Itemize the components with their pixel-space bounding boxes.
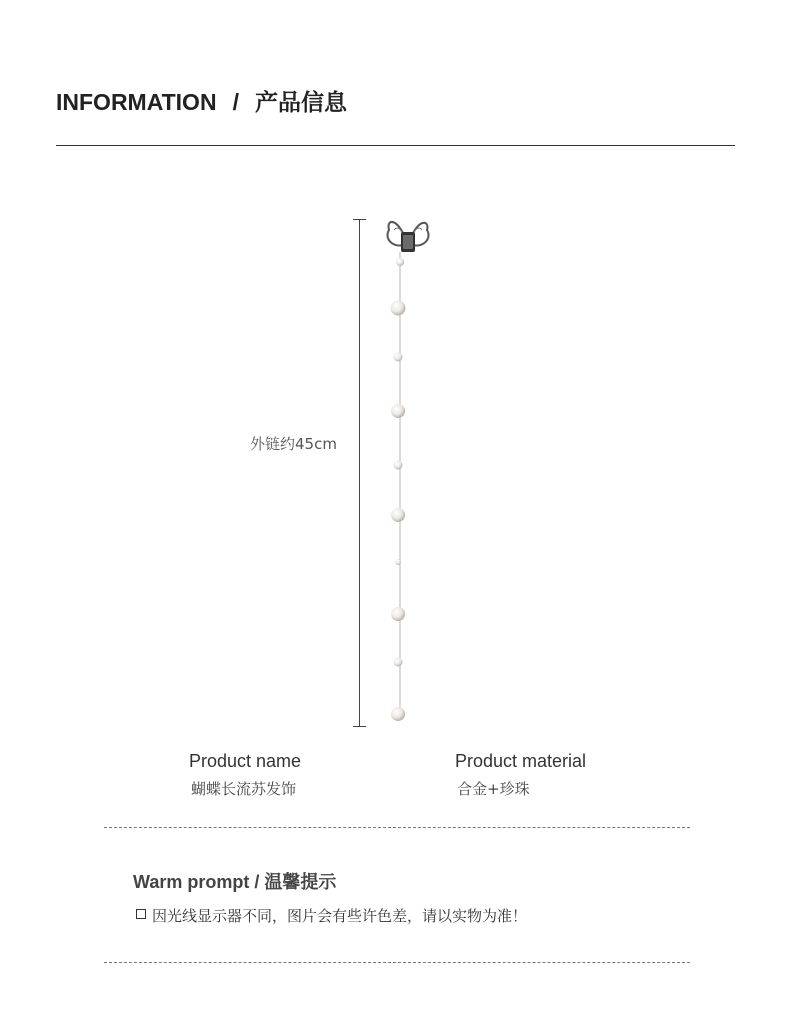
header-divider [56, 145, 735, 146]
butterfly-pearl-tassel-hair-clip-icon [380, 212, 440, 732]
butterfly-clip-icon [387, 222, 428, 252]
dashed-divider-bottom [104, 962, 690, 963]
measure-line [359, 219, 360, 727]
measure-label: 外链约45cm [250, 435, 337, 453]
warm-prompt-note-text: 因光线显示器不同，图片会有些许色差，请以实物为准！ [152, 907, 528, 925]
header-title-cn: 产品信息 [254, 89, 347, 115]
product-material-value: 合金+珍珠 [457, 780, 530, 798]
measure-cap-bottom [353, 726, 366, 727]
warm-prompt-title: Warm prompt / 温馨提示 [133, 872, 337, 892]
product-name-heading: Product name [189, 751, 302, 771]
measure-cap-top [353, 219, 366, 220]
header-separator: / [232, 89, 239, 115]
dashed-divider-top [104, 827, 690, 828]
checkbox-square-icon [136, 909, 146, 919]
header-title-en: INFORMATION [56, 89, 217, 115]
product-name-value: 蝴蝶长流苏发饰 [191, 780, 297, 798]
product-material-heading: Product material [455, 751, 587, 771]
warm-prompt-note [136, 905, 527, 926]
header-title [56, 84, 347, 117]
